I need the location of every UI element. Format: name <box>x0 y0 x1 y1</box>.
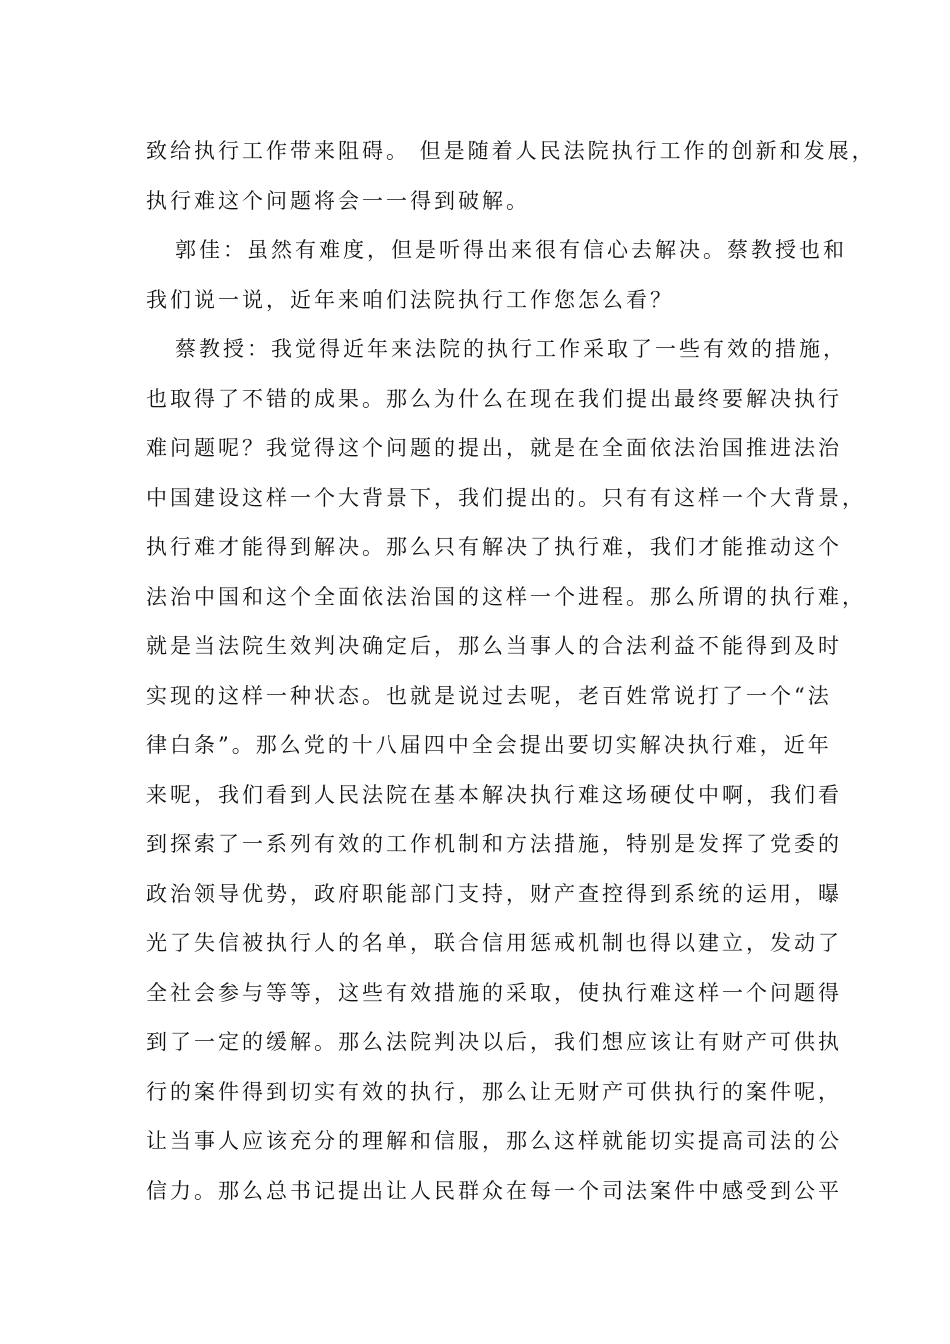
text-line: 光了失信被执行人的名单，联合信用惩戒机制也得以建立，发动了 <box>146 931 842 955</box>
paragraph-start-line: 蔡教授：我觉得近年来法院的执行工作采取了一些有效的措施， <box>175 337 847 361</box>
text-line: 政治领导优势，政府职能部门支持，财产查控得到系统的运用，曝 <box>146 881 842 906</box>
text-line: 律白条”。那么党的十八届四中全会提出要切实解决执行难，近年 <box>146 733 832 757</box>
text-line: 我们说一说，近年来咱们法院执行工作您怎么看？ <box>146 287 674 312</box>
text-line: 致给执行工作带来阻碍。 但是随着人民法院执行工作的创新和发展， <box>146 139 876 163</box>
text-line: 执行难才能得到解决。那么只有解决了执行难，我们才能推动这个 <box>146 535 842 559</box>
text-line: 执行难这个问题将会一一得到破解。 <box>146 188 530 213</box>
text-line: 实现的这样一种状态。也就是说过去呢，老百姓常说打了一个“法 <box>146 683 832 708</box>
text-line: 信力。那么总书记提出让人民群众在每一个司法案件中感受到公平 <box>146 1178 842 1203</box>
text-line: 中国建设这样一个大背景下，我们提出的。只有有这样一个大背景， <box>146 485 866 510</box>
text-line: 就是当法院生效判决确定后，那么当事人的合法利益不能得到及时 <box>146 634 842 658</box>
text-line: 法治中国和这个全面依法治国的这样一个进程。那么所谓的执行难， <box>146 584 866 609</box>
text-line: 到探索了一系列有效的工作机制和方法措施，特别是发挥了党委的 <box>146 832 842 856</box>
text-line: 全社会参与等等，这些有效措施的采取，使执行难这样一个问题得 <box>146 980 842 1005</box>
text-line: 来呢，我们看到人民法院在基本解决执行难这场硬仗中啊，我们看 <box>146 782 842 807</box>
document-body <box>146 127 876 1216</box>
text-line: 让当事人应该充分的理解和信服，那么这样就能切实提高司法的公 <box>146 1129 842 1153</box>
text-line: 到了一定的缓解。那么法院判决以后，我们想应该让有财产可供执 <box>146 1030 842 1054</box>
text-line: 行的案件得到切实有效的执行，那么让无财产可供执行的案件呢， <box>146 1079 842 1104</box>
text-line: 也取得了不错的成果。那么为什么在现在我们提出最终要解决执行 <box>146 386 842 411</box>
text-line: 难问题呢？我觉得这个问题的提出，就是在全面依法治国推进法治 <box>146 436 842 460</box>
paragraph-start-line: 郭佳：虽然有难度，但是听得出来很有信心去解决。蔡教授也和 <box>175 238 847 262</box>
